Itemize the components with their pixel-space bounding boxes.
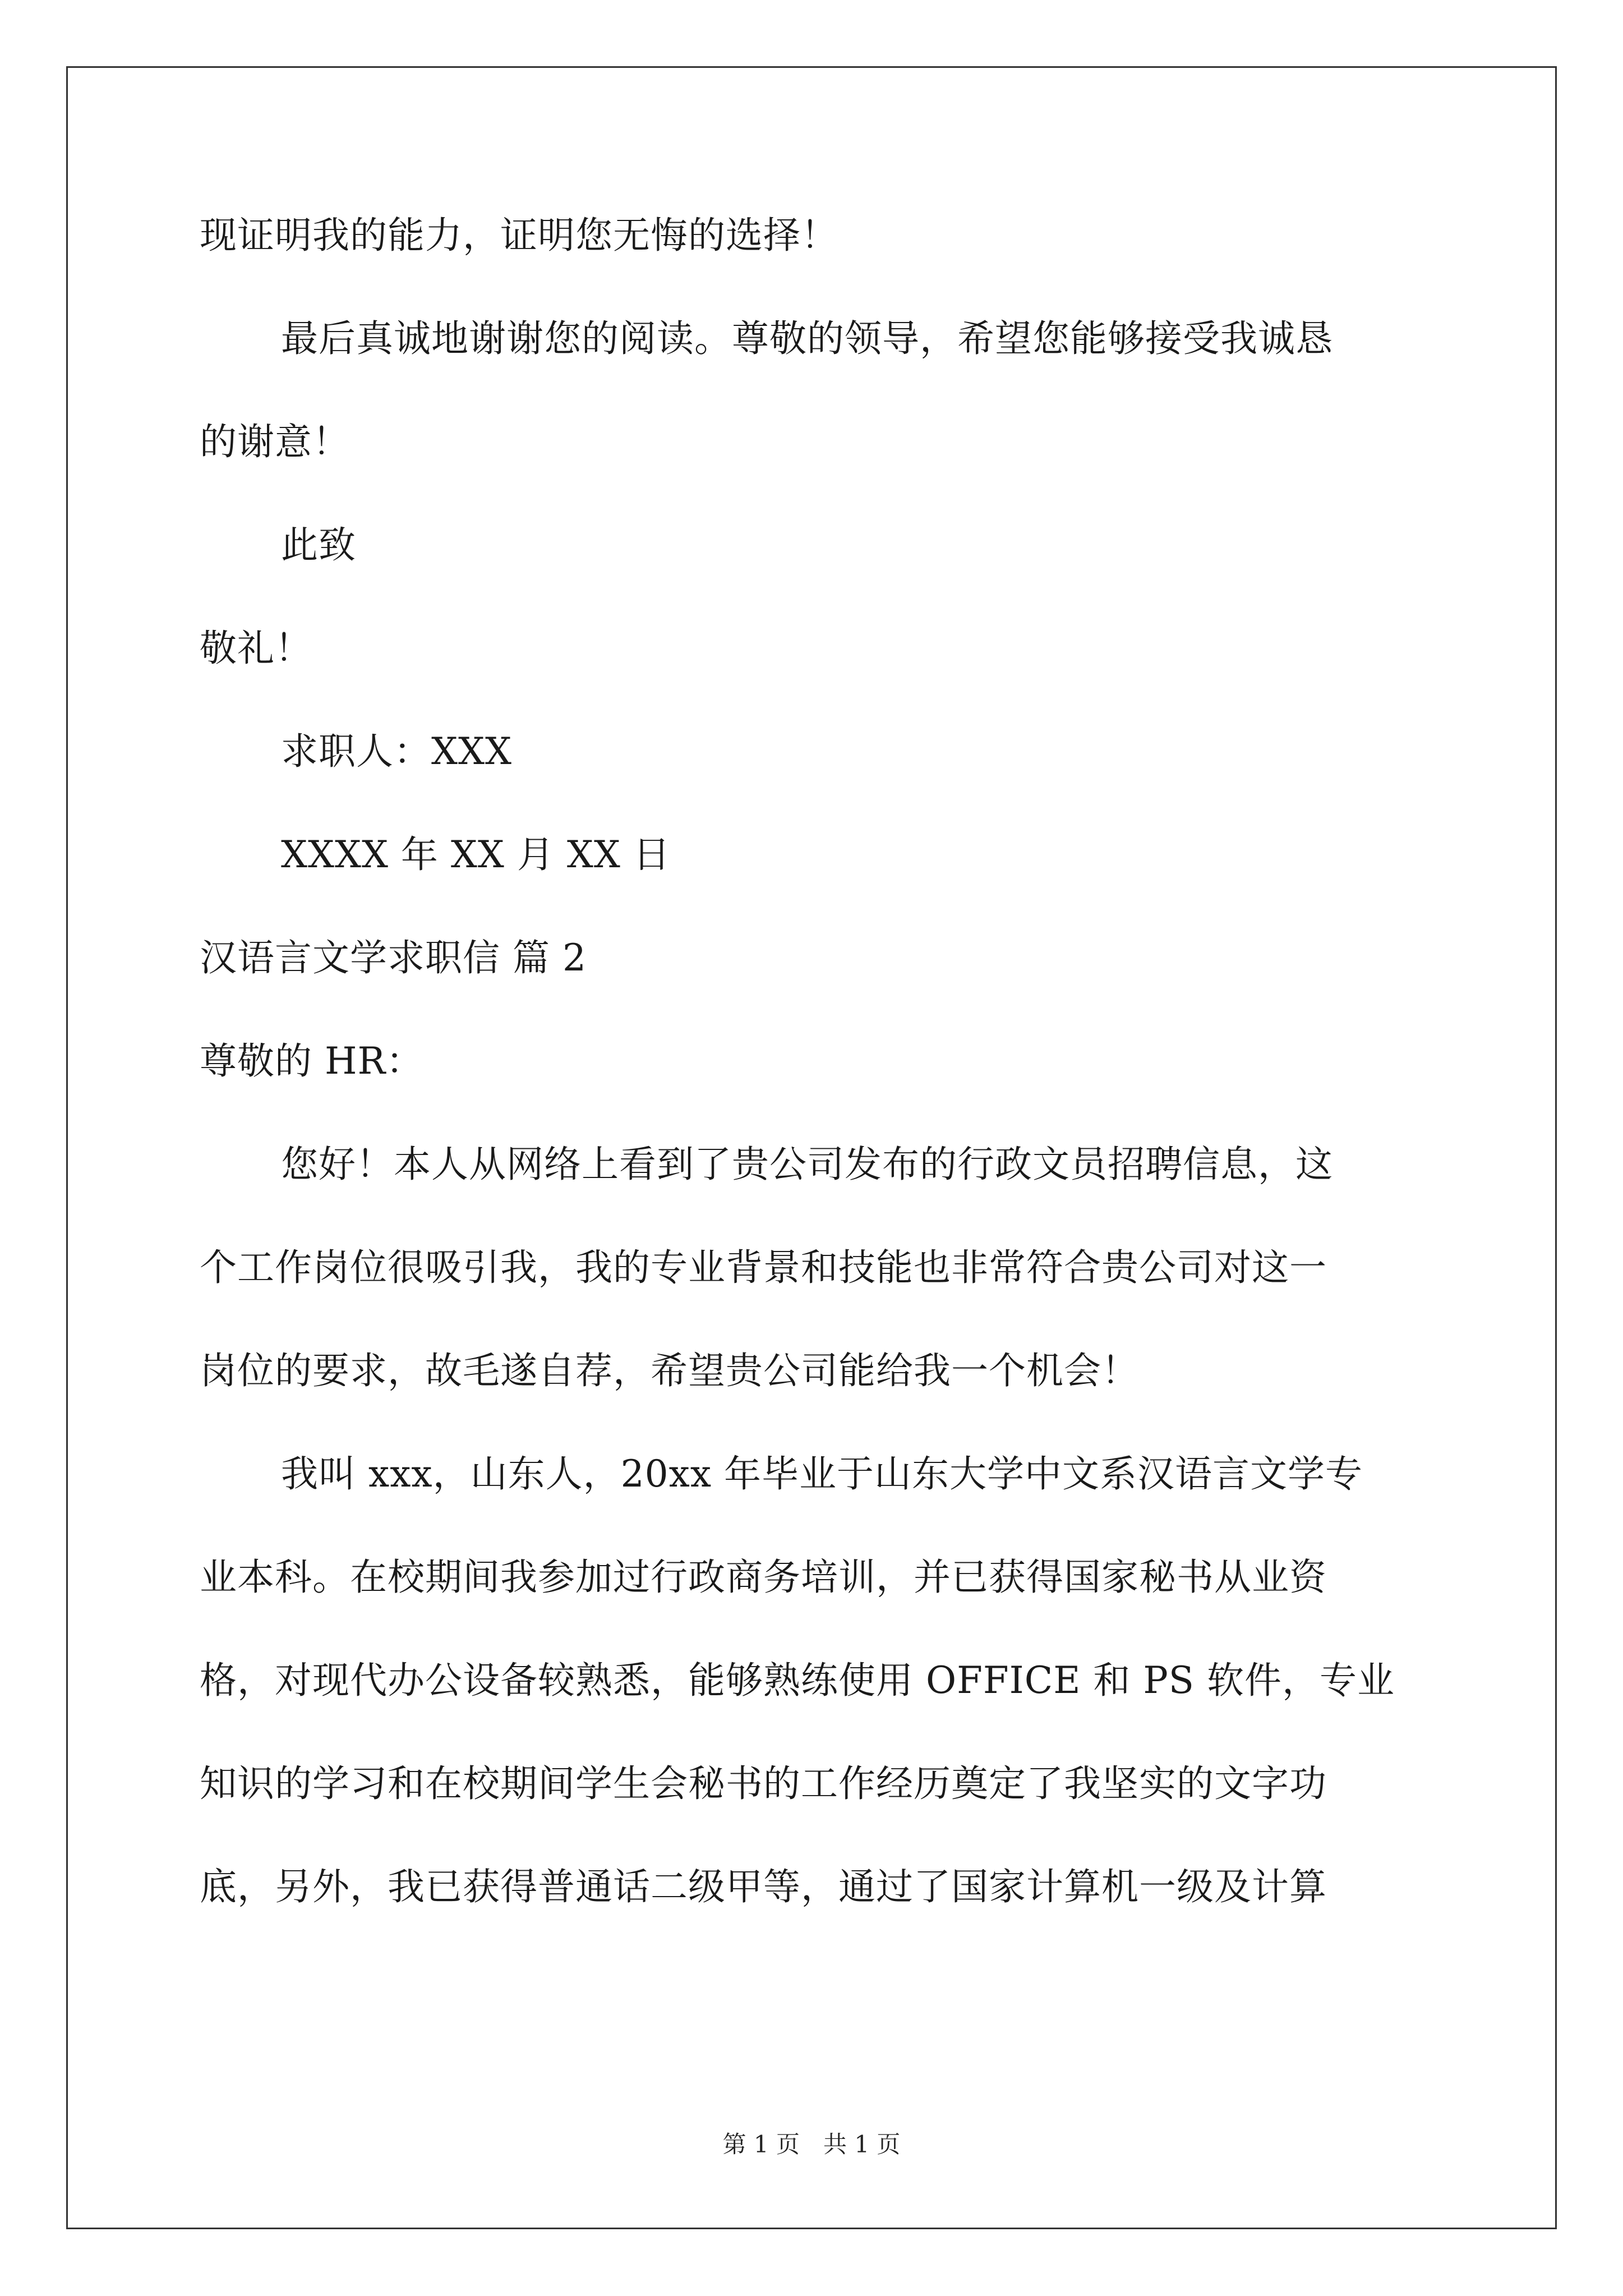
text-line: 现证明我的能力，证明您无悔的选择！ [200,214,838,257]
salutation-regards: 敬礼！ [200,627,312,670]
text-line: 最后真诚地谢谢您的阅读。尊敬的领导，希望您能够接受我诚恳 [281,317,1333,360]
page-number-footer: 第 1 页 共 1 页 [722,2131,901,2158]
salutation-closing: 此致 [281,523,356,567]
text-line: 的谢意！ [200,420,350,463]
text-line: 底，另外，我已获得普通话二级甲等，通过了国家计算机一级及计算 [200,1865,1327,1908]
text-line: 我叫 xxx，山东人，20xx 年毕业于山东大学中文系汉语言文学专 [281,1452,1363,1496]
letter-date: XXXX 年 XX 月 XX 日 [281,833,671,876]
text-line: 格，对现代办公设备较熟悉，能够熟练使用 OFFICE 和 PS 软件，专业 [200,1659,1395,1702]
text-line: 知识的学习和在校期间学生会秘书的工作经历奠定了我坚实的文字功 [200,1762,1327,1805]
section-heading: 汉语言文学求职信 篇 2 [200,936,587,979]
text-line: 业本科。在校期间我参加过行政商务培训，并已获得国家秘书从业资 [200,1556,1327,1599]
text-line: 个工作岗位很吸引我，我的专业背景和技能也非常符合贵公司对这一 [200,1246,1327,1289]
text-line: 岗位的要求，故毛遂自荐，希望贵公司能给我一个机会！ [200,1349,1139,1392]
letter-greeting: 尊敬的 HR： [200,1039,424,1083]
applicant-signature: 求职人：XXX [281,730,512,773]
text-line: 您好！本人从网络上看到了贵公司发布的行政文员招聘信息，这 [281,1143,1333,1186]
